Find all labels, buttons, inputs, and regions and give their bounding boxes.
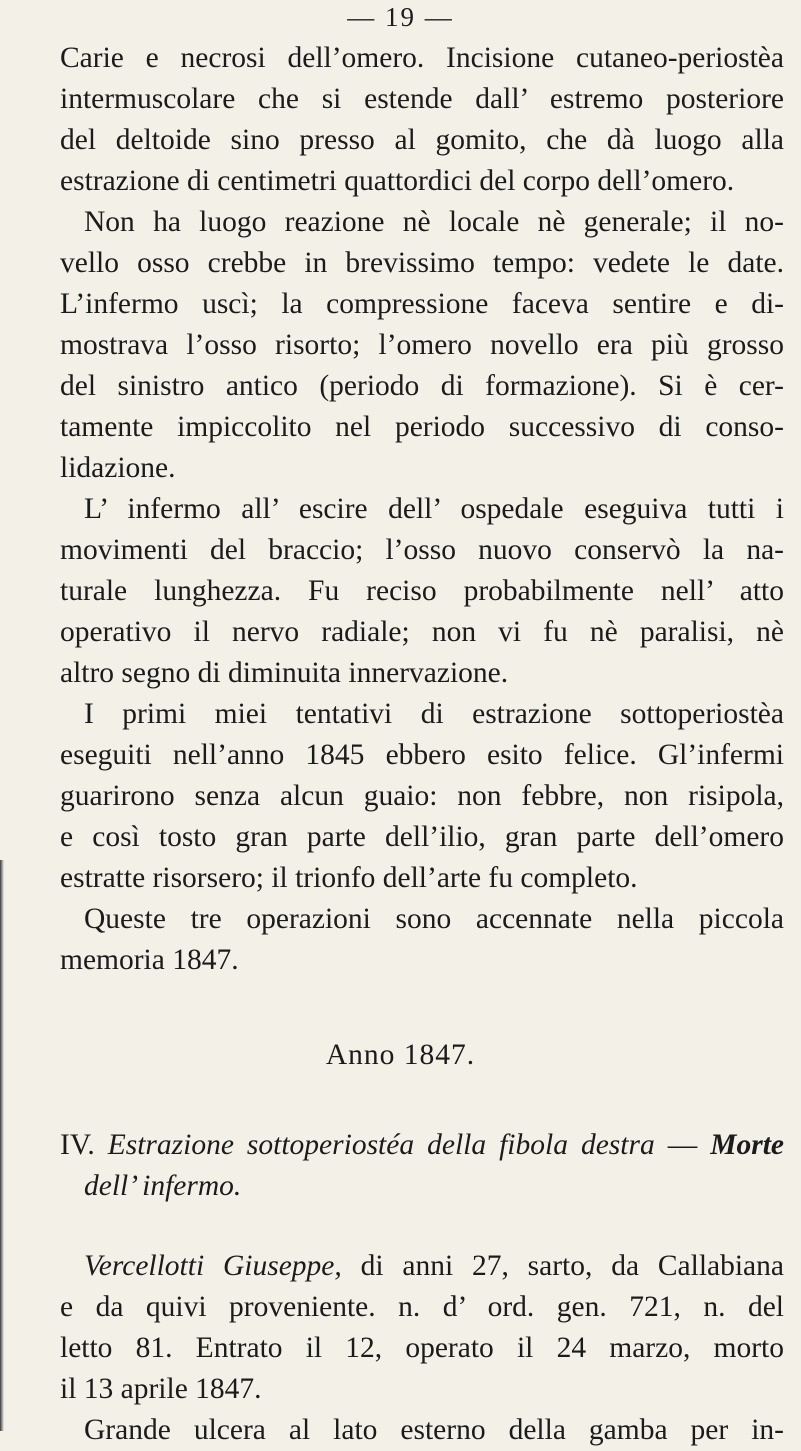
text-line: tamente impiccolito nel periodo successivo di conso-	[60, 411, 784, 443]
text-line: guarirono senza alcun guaio: non febbre, non risipola,	[60, 780, 784, 812]
text-line: e da quivi proveniente. n. d’ ord. gen. 721, n. del	[60, 1291, 784, 1323]
text-line: L’infermo uscì; la compressione faceva sentire e di-	[60, 288, 784, 320]
text-line: Carie e necrosi dell’omero. Incisione cutaneo-periostèa	[60, 42, 784, 74]
case-number: IV.	[60, 1129, 95, 1161]
case-title-line-2	[60, 1166, 784, 1207]
year-heading: Anno 1847.	[325, 1039, 476, 1071]
case-title	[60, 1125, 784, 1207]
text-line: estrazione di centimetri quattordici del corpo dell’omero.	[60, 165, 735, 197]
text-line: letto 81. Entrato il 12, operato il 24 marzo, morto	[60, 1332, 784, 1364]
text-line: e così tosto gran parte dell’ilio, gran parte dell’omero	[60, 821, 784, 853]
text-line: del sinistro antico (periodo di formazione). Si è cer-	[60, 370, 784, 402]
paragraph-1	[60, 38, 784, 202]
text-line: memoria 1847.	[60, 944, 239, 976]
patient-name: Vercellotti Giuseppe,	[84, 1250, 342, 1282]
text-line: altro segno di diminuita innervazione.	[60, 657, 509, 689]
text-line: I primi miei tentativi di estrazione sottoperiostèa	[84, 698, 784, 730]
paragraph-3	[60, 489, 784, 694]
text-line: intermuscolare che si estende dall’ estremo posteriore	[60, 83, 784, 115]
paragraph-5	[60, 899, 784, 981]
paragraph-4	[60, 694, 784, 899]
case-title-end: Morte	[710, 1129, 784, 1161]
text-line: mostrava l’osso risorto; l’omero novello era più grosso	[60, 329, 784, 361]
text-line: vello osso crebbe in brevissimo tempo: vedete le date.	[60, 247, 784, 279]
case-title-line-1	[60, 1125, 784, 1166]
text-line: L’ infermo all’ escire dell’ ospedale eseguiva tutti i	[84, 493, 784, 525]
text-line: estratte risorsero; il trionfo dell’arte fu completo.	[60, 862, 638, 894]
text-line: eseguiti nell’anno 1845 ebbero esito felice. Gl’infermi	[60, 739, 784, 771]
case-title-line-2-text: dell’ infermo.	[84, 1170, 242, 1202]
text-line: Queste tre operazioni sono accennate nella piccola	[84, 903, 784, 935]
text-line-with-name	[84, 1246, 784, 1287]
case-title-dash: —	[667, 1129, 698, 1161]
text-line: Grande ulcera al lato esterno della gamba per in-	[84, 1414, 784, 1446]
page-edge-shadow	[0, 860, 4, 1431]
text-line: il 13 aprile 1847.	[60, 1373, 262, 1405]
case-title-text: Estrazione sottoperiostéa della fibola destra	[107, 1129, 655, 1161]
paragraph-2	[60, 202, 784, 489]
text-line: Non ha luogo reazione nè locale nè generale; il no-	[84, 206, 784, 238]
text-line-rest: di anni 27, sarto, da Callabiana	[341, 1250, 784, 1282]
text-line: lidazione.	[60, 452, 176, 484]
text-line: movimenti del braccio; l’osso nuovo conservò la na-	[60, 534, 784, 566]
text-block-top	[60, 38, 784, 981]
paragraph-6	[60, 1246, 784, 1410]
text-line: del deltoide sino presso al gomito, che dà luogo alla	[60, 124, 784, 156]
text-line: operativo il nervo radiale; non vi fu nè paralisi, nè	[60, 616, 784, 648]
page-number: — 19 —	[347, 2, 454, 32]
text-line: turale lunghezza. Fu reciso probabilmente nell’ atto	[60, 575, 784, 607]
text-block-bottom	[60, 1246, 784, 1451]
